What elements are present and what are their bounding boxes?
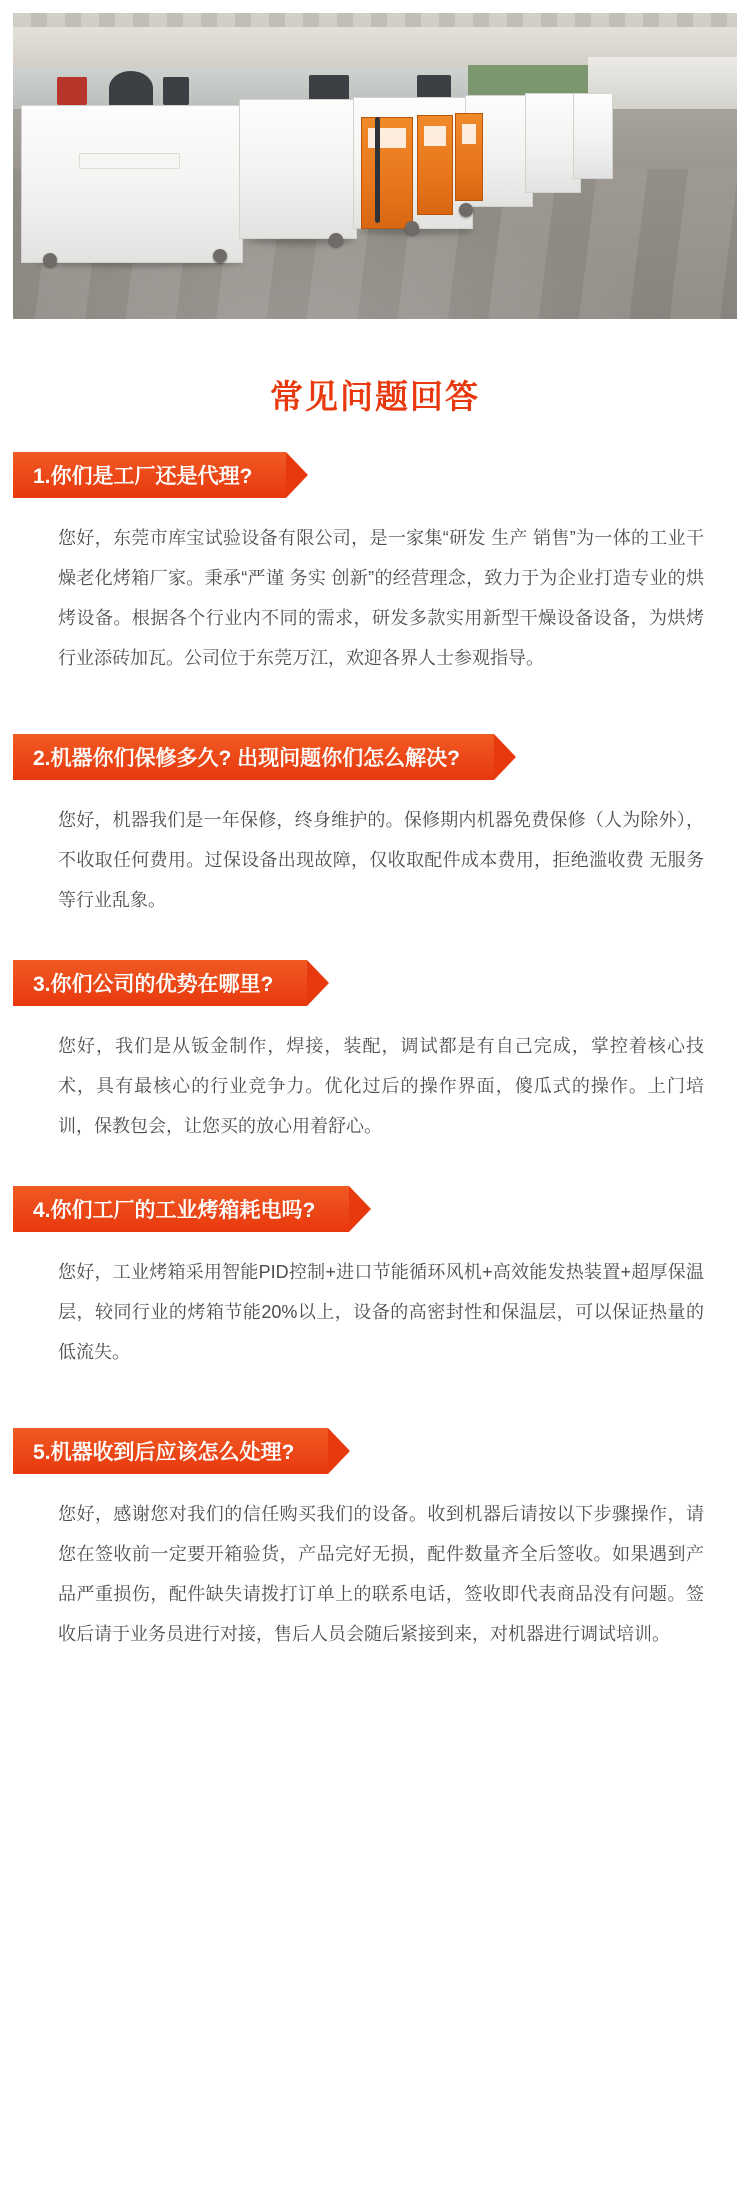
oven-door-label	[462, 124, 476, 144]
background-machine-1	[109, 71, 153, 105]
orange-oven-door	[417, 115, 453, 215]
faq-answer: 您好，我们是从钣金制作，焊接，装配，调试都是有自己完成，掌控着核心技术，具有最核心的行业竞争力。优化过后的操作界面，傻瓜式的操作。上门培训，保教包会，让您买的放心用着舒心。	[58, 1036, 704, 1136]
faq-item	[0, 1186, 750, 1372]
faq-list	[0, 452, 750, 1654]
caster-wheel	[43, 253, 57, 267]
faq-item	[0, 1428, 750, 1654]
oven-cable	[375, 117, 380, 223]
caster-wheel	[405, 221, 419, 235]
orange-oven-door	[361, 117, 413, 229]
white-oven-cabinet	[239, 99, 357, 239]
faq-item	[0, 734, 750, 920]
faq-item	[0, 452, 750, 678]
white-oven-cabinet	[21, 105, 243, 263]
caster-wheel	[213, 249, 227, 263]
faq-answer: 您好，东莞市库宝试验设备有限公司，是一家集“研发 生产 销售”为一体的工业干燥老化烤箱厂家。秉承“严谨 务实 创新”的经营理念，致力于为企业打造专业的烘烤设备。根据各个行业内不同的需求，研发多款实用新型干燥设备设备，为烘烤行业添砖加瓦。公司位于东莞万江，欢迎各界人士参观指导。	[58, 528, 704, 668]
faq-answer: 您好，工业烤箱采用智能PID控制+进口节能循环风机+高效能发热装置+超厚保温层，较同行业的烤箱节能20%以上，设备的高密封性和保温层，可以保证热量的低流失。	[58, 1262, 704, 1362]
faq-question-row	[0, 1186, 750, 1232]
white-oven-cabinet	[573, 93, 613, 179]
faq-question-banner[interactable]: 5.机器收到后应该怎么处理?	[13, 1428, 328, 1474]
faq-question-row	[0, 452, 750, 498]
faq-question-row	[0, 734, 750, 780]
cabinet-handle	[79, 153, 180, 169]
caster-wheel	[329, 233, 343, 247]
oven-door-label	[424, 126, 446, 146]
faq-question-row	[0, 960, 750, 1006]
faq-item	[0, 960, 750, 1146]
orange-oven-door	[455, 113, 483, 201]
faq-answer: 您好，机器我们是一年保修，终身维护的。保修期内机器免费保修（人为除外），不收取任何费用。过保设备出现故障，仅收取配件成本费用，拒绝滥收费 无服务等行业乱象。	[58, 810, 704, 910]
background-machine-red	[57, 77, 87, 105]
faq-question-row	[0, 1428, 750, 1474]
ceiling-beam	[13, 13, 737, 27]
background-machine-2	[163, 77, 189, 105]
faq-question-banner[interactable]: 2.机器你们保修多久? 出现问题你们怎么解决?	[13, 734, 494, 780]
faq-question-banner[interactable]: 1.你们是工厂还是代理?	[13, 452, 286, 498]
oven-door-label	[368, 128, 406, 148]
hero-image	[13, 13, 737, 319]
caster-wheel	[459, 203, 473, 217]
page-title: 常见问题回答	[270, 378, 480, 415]
faq-question-banner[interactable]: 3.你们公司的优势在哪里?	[13, 960, 307, 1006]
faq-question-banner[interactable]: 4.你们工厂的工业烤箱耗电吗?	[13, 1186, 349, 1232]
faq-answer: 您好，感谢您对我们的信任购买我们的设备。收到机器后请按以下步骤操作，请您在签收前一定要开箱验货，产品完好无损，配件数量齐全后签收。如果遇到产品严重损伤，配件缺失请拨打订单上的联系电话，签收即代表商品没有问题。签收后请于业务员进行对接，售后人员会随后紧接到来，对机器进行调试培训。	[58, 1504, 704, 1644]
